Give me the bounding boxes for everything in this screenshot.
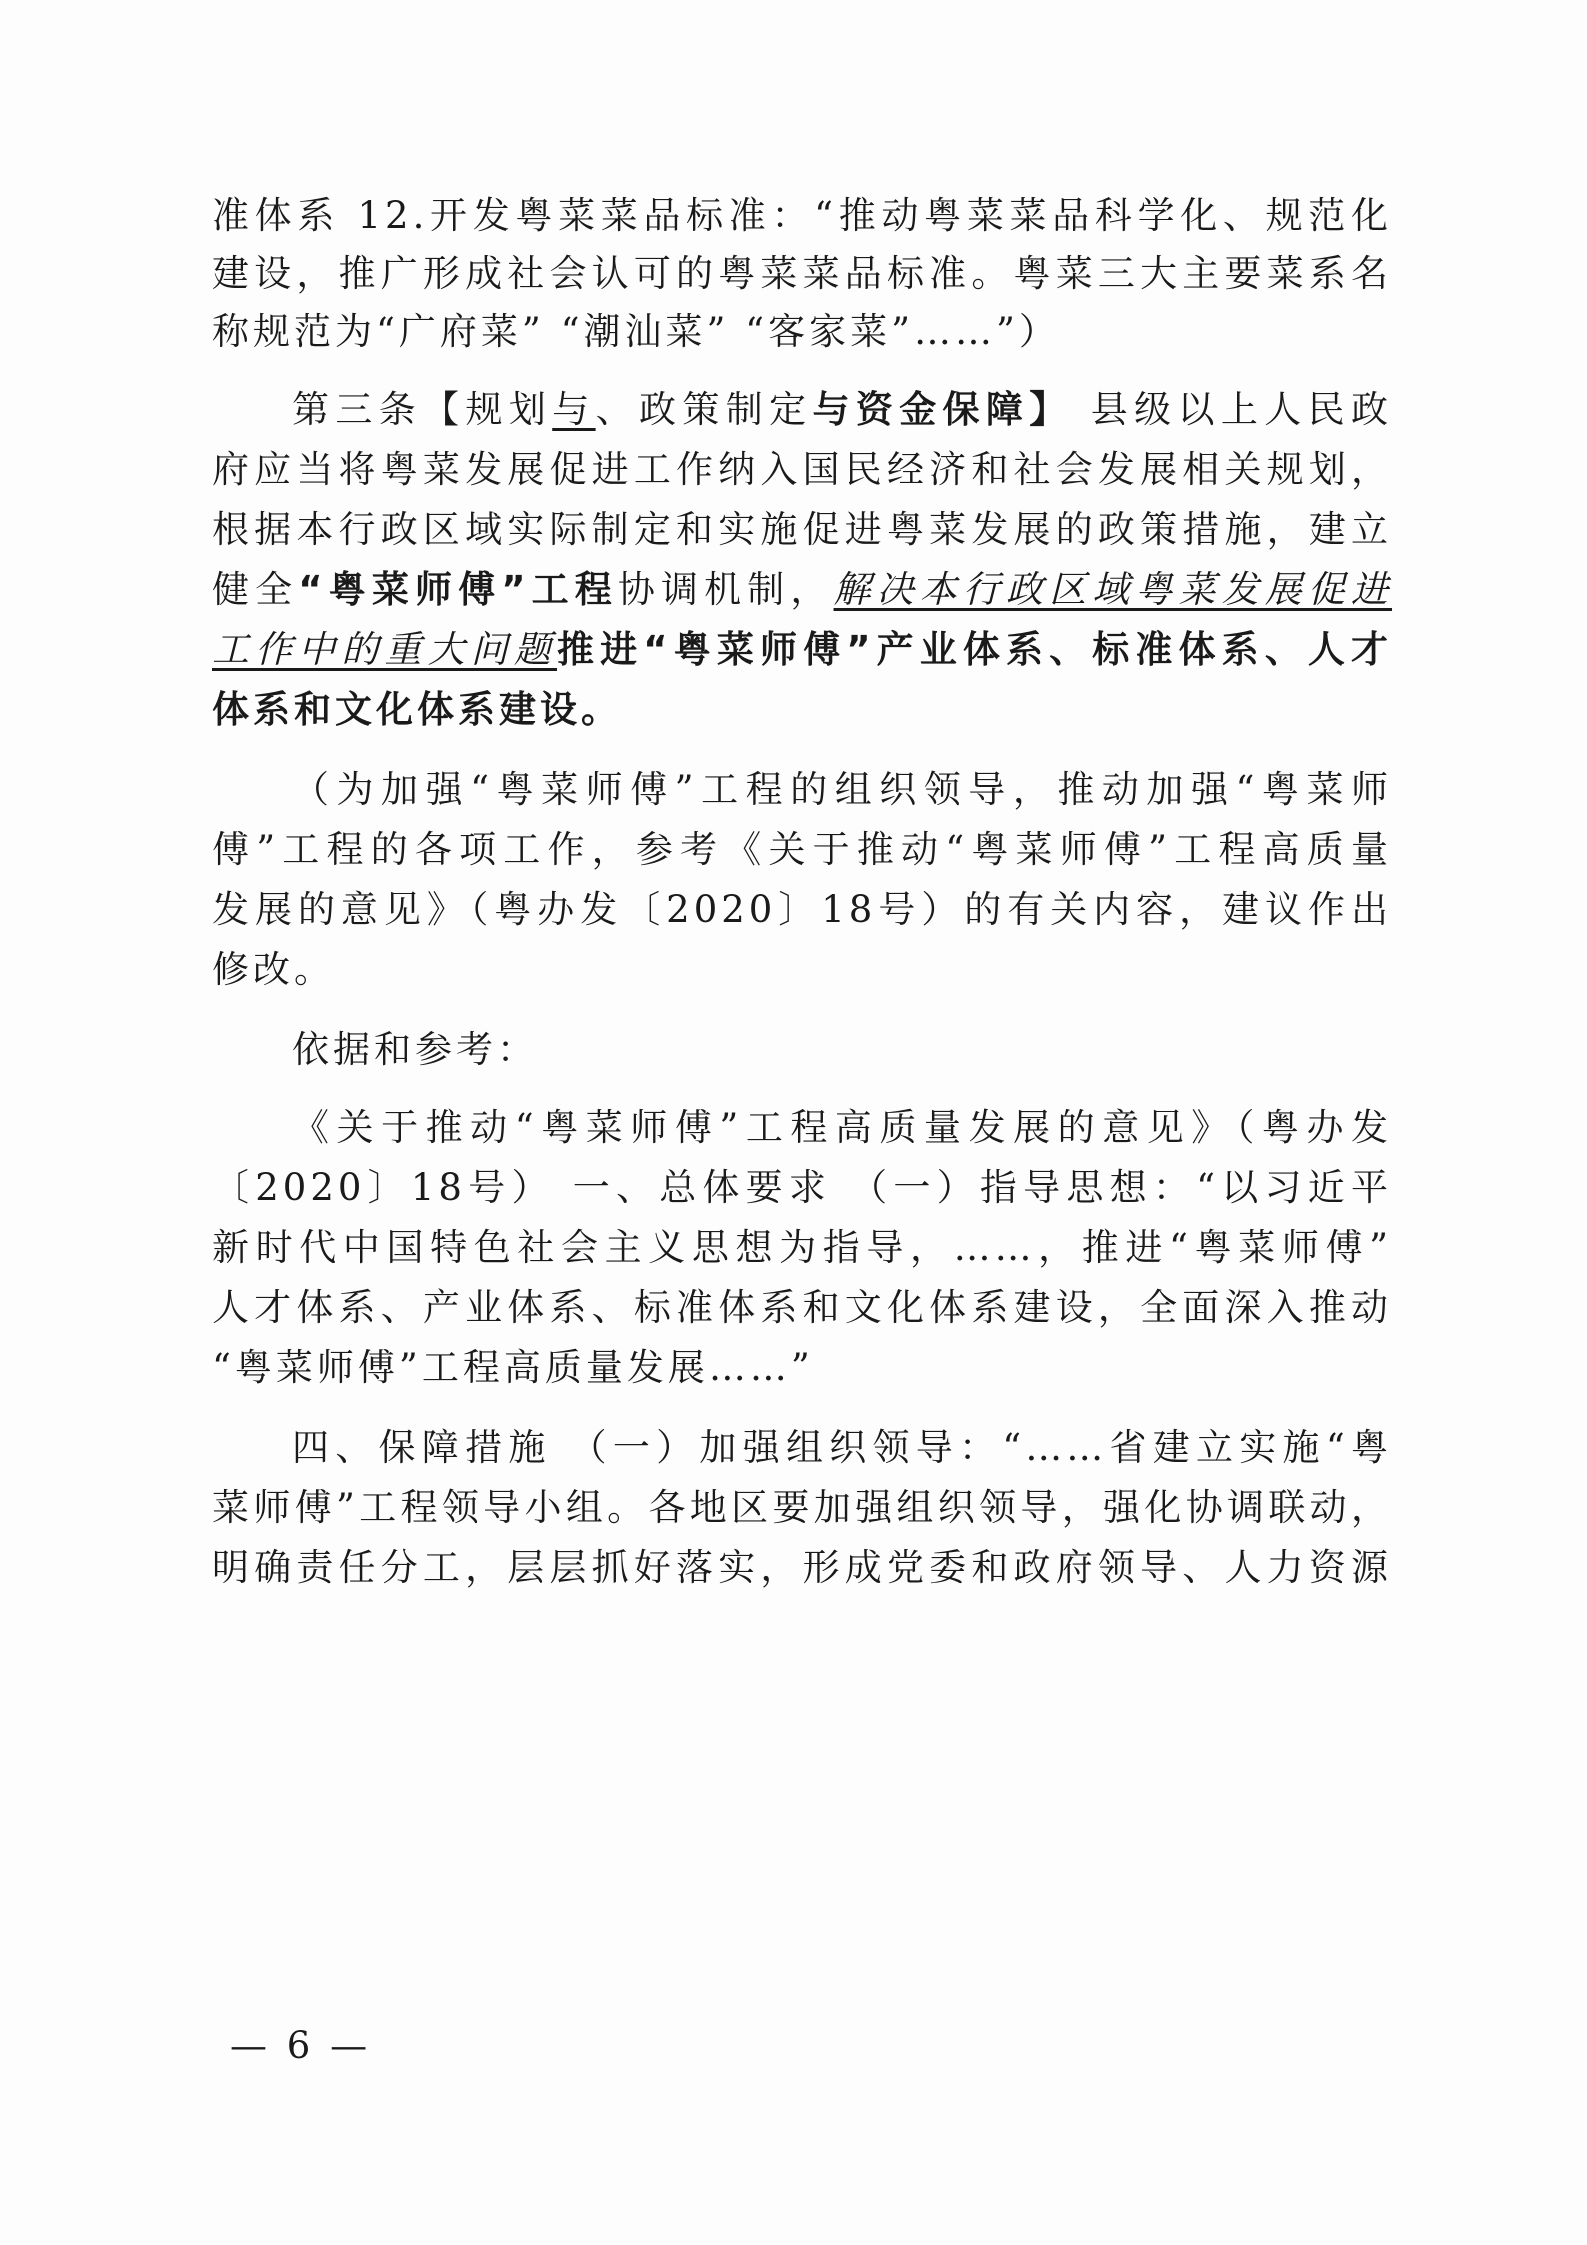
text-line-6: 根据本行政区域实际制定和实施促进粤菜发展的政策措施，建立 [212, 508, 1392, 551]
struck-inserted-text: 与 [552, 388, 596, 431]
reference-line-7: 菜师傅”工程领导小组。各地区要加强组织领导，强化协调联动， [212, 1486, 1392, 1529]
text-line-1: 准体系 12.开发粤菜菜品标准：“推动粤菜菜品科学化、规范化 [212, 194, 1392, 237]
reference-line-6: 四、保障措施 （一）加强组织领导：“……省建立实施“粤 [292, 1426, 1392, 1469]
note-line-2: 傅”工程的各项工作，参考《关于推动“粤菜师傅”工程高质量 [212, 828, 1392, 871]
text-line-2: 建设，推广形成社会认可的粤菜菜品标准。粤菜三大主要菜系名 [212, 252, 1392, 295]
text-line-3: 称规范为“广府菜” “潮汕菜” “客家菜”……”） [212, 310, 1060, 353]
text-line-7: 健全“粤菜师傅”工程协调机制，解决本行政区域粤菜发展促进 [212, 568, 1393, 611]
text-line-8 [212, 620, 1392, 680]
reference-line-3: 新时代中国特色社会主义思想为指导，……，推进“粤菜师傅” [212, 1226, 1392, 1269]
text-line-5: 府应当将粤菜发展促进工作纳入国民经济和社会发展相关规划， [212, 448, 1392, 491]
basis-heading: 依据和参考： [292, 1028, 538, 1071]
page-number: — 6 — [230, 2024, 372, 2067]
added-bold-text: “粤菜师傅”工程 [298, 568, 618, 611]
reference-line-5: “粤菜师傅”工程高质量发展……” [212, 1346, 814, 1389]
article-3-heading-line: 第三条【规划与、政策制定与资金保障】 县级以上人民政 [292, 388, 1393, 431]
added-bold-text: 体系和文化体系建设。 [212, 688, 622, 731]
reference-line-2: 〔2020〕18号） 一、总体要求 （一）指导思想：“以习近平 [212, 1166, 1392, 1209]
note-line-3: 发展的意见》（粤办发〔2020〕18号）的有关内容，建议作出 [212, 888, 1392, 931]
note-line-1: （为加强“粤菜师傅”工程的组织领导，推动加强“粤菜师 [292, 768, 1392, 811]
deleted-italic-text: 解决本行政区域粤菜发展促进 [833, 568, 1393, 611]
reference-line-1: 《关于推动“粤菜师傅”工程高质量发展的意见》（粤办发 [292, 1106, 1392, 1149]
deleted-italic-text: 工作中的重大问题 [212, 628, 557, 671]
added-bold-text: 与资金保障】 [812, 388, 1073, 431]
reference-line-4: 人才体系、产业体系、标准体系和文化体系建设，全面深入推动 [212, 1286, 1392, 1329]
note-line-4: 修改。 [212, 948, 335, 991]
added-bold-text: 推进“粤菜师傅”产业体系、标准体系、人才 [557, 628, 1392, 671]
reference-line-8: 明确责任分工，层层抓好落实，形成党委和政府领导、人力资源 [212, 1546, 1392, 1589]
text-line-9 [212, 680, 1392, 740]
